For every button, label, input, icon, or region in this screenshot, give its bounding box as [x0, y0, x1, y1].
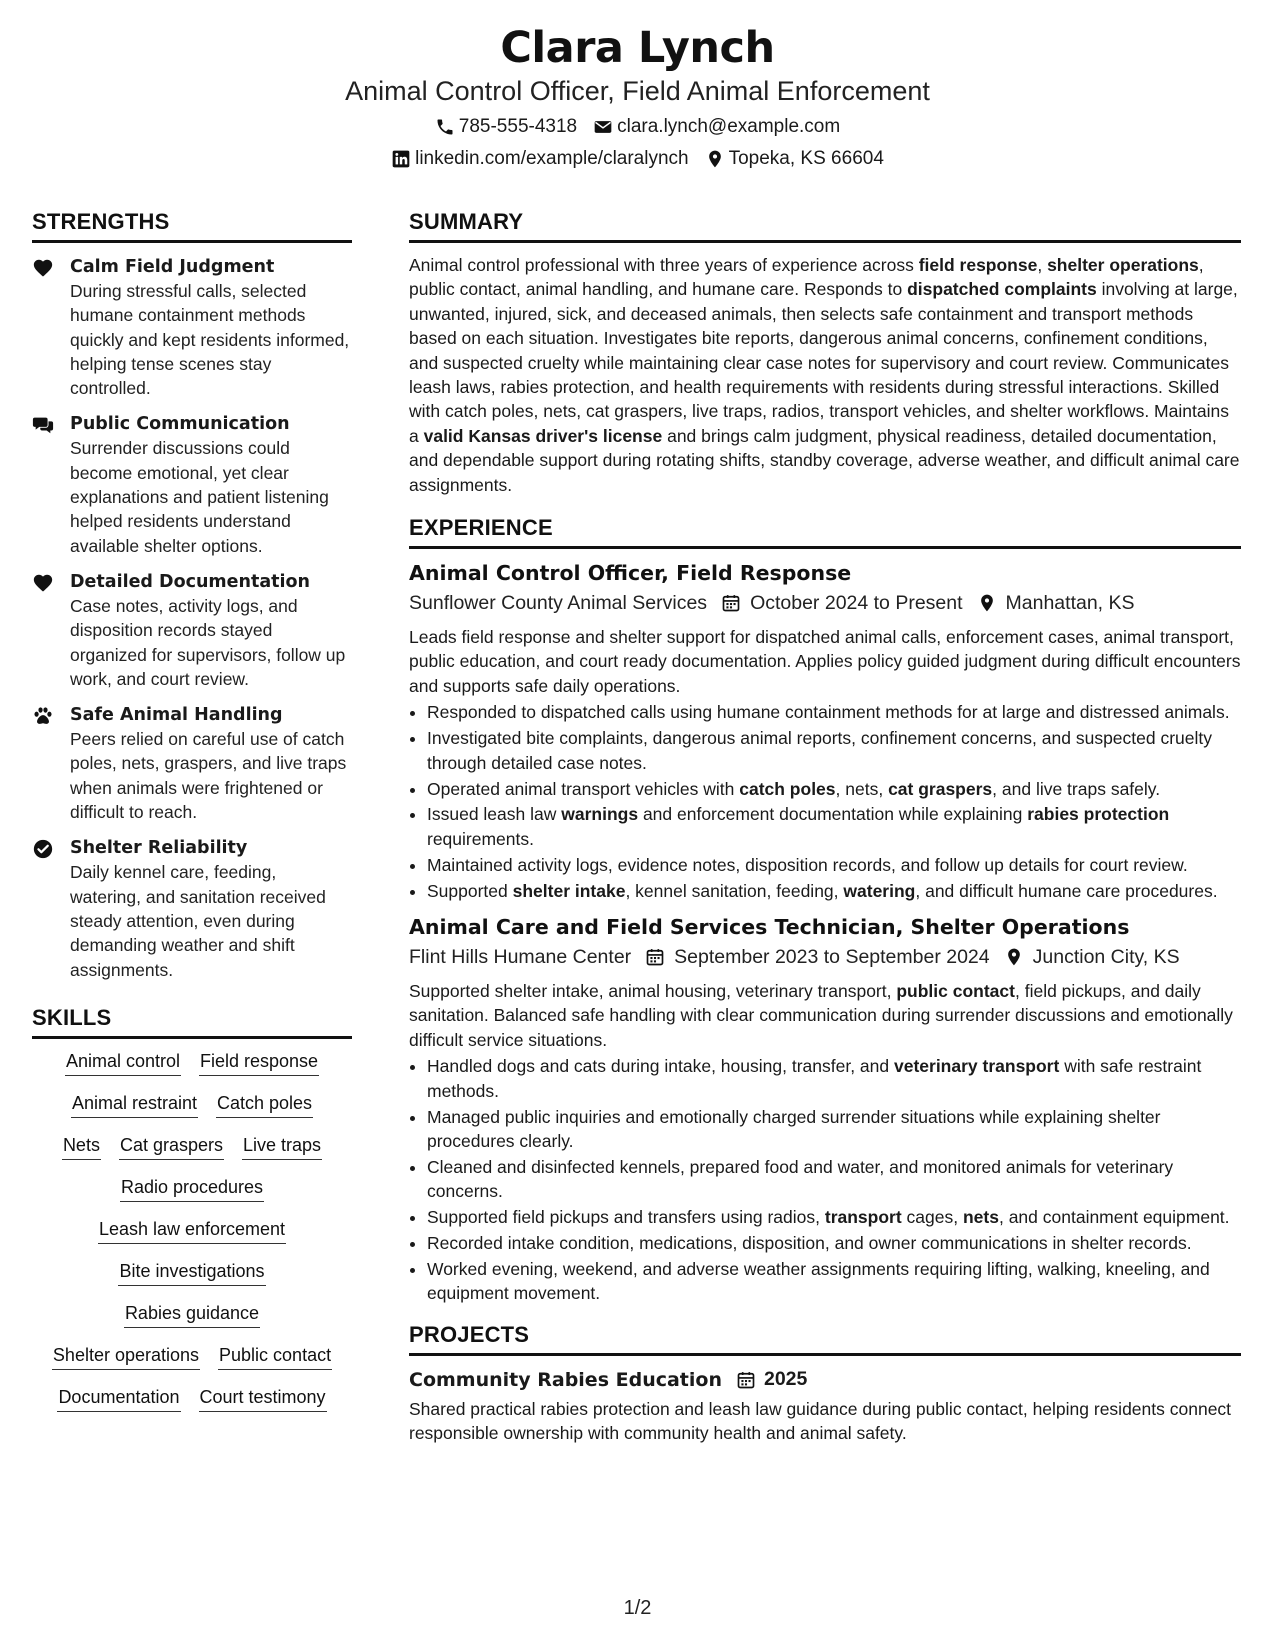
job-title: Animal Control Officer, Field Response — [409, 561, 852, 586]
strength-description: During stressful calls, selected humane containment methods quickly and kept residents informed, helping tense scenes stay controlled. — [70, 281, 350, 399]
text-span: , nets, — [835, 778, 889, 799]
paw-icon — [32, 703, 70, 824]
strength-text — [70, 703, 352, 824]
strength-title: Detailed Documentation — [70, 571, 311, 592]
contact-location — [705, 146, 884, 172]
job-dates: September 2023 to September 2024 — [674, 946, 990, 969]
bullet-item — [427, 879, 1241, 903]
skill-tag: Shelter operations — [52, 1343, 200, 1370]
job-location: Junction City, KS — [1032, 946, 1180, 969]
skill-tag: Field response — [199, 1049, 319, 1076]
job-bullets — [409, 1054, 1241, 1306]
strength-text — [70, 255, 352, 400]
skill-tag: Live traps — [242, 1133, 322, 1160]
text-span: Handled dogs and cats during intake, housing, transfer, and — [427, 1056, 894, 1077]
job-company: Flint Hills Humane Center — [409, 946, 632, 969]
skill-row — [32, 1091, 352, 1118]
text-span: and enforcement documentation while explaining — [638, 804, 1028, 825]
skill-tag: Rabies guidance — [124, 1301, 260, 1328]
text-span: Supported field pickups and transfers using radios, — [427, 1207, 825, 1228]
skill-tag: Radio procedures — [120, 1175, 264, 1202]
bold-text: cat graspers — [888, 778, 993, 799]
bold-text: warnings — [561, 804, 639, 825]
skills-list — [32, 1049, 352, 1412]
check-circle-icon — [32, 836, 70, 981]
bullet-item — [427, 1054, 1241, 1103]
skill-row — [32, 1385, 352, 1412]
text-span: Managed public inquiries and emotionally charged surrender situations while explaining shelter procedures clearly. — [427, 1106, 1161, 1151]
bold-text: valid Kansas driver's license — [423, 425, 663, 446]
skill-tag: Animal restraint — [71, 1091, 198, 1118]
candidate-title: Animal Control Officer, Field Animal Enforcement — [345, 76, 930, 106]
strength-item — [32, 570, 352, 691]
skill-tag: Animal control — [65, 1049, 181, 1076]
text-span: Operated animal transport vehicles with — [427, 778, 740, 799]
text-span: Recorded intake condition, medications, disposition, and owner communications in shelter records. — [427, 1233, 1192, 1254]
page-number: 1/2 — [623, 1597, 652, 1619]
skill-tag: Leash law enforcement — [98, 1217, 286, 1244]
text-span: , and live traps safely. — [992, 778, 1161, 799]
bullet-item — [427, 853, 1241, 877]
job-entry-1 — [409, 559, 1241, 903]
job-meta — [409, 589, 1241, 617]
heart-icon — [32, 570, 70, 691]
skill-row — [32, 1343, 352, 1370]
strength-description: Daily kennel care, feeding, watering, and sanitation received steady attention, even during demanding weather and shift assignments. — [70, 862, 326, 980]
job-entry-2 — [409, 913, 1241, 1306]
bold-text: public contact — [896, 981, 1015, 1002]
contact-phone[interactable] — [435, 114, 577, 140]
strengths-heading: STRENGTHS — [32, 208, 352, 243]
phone-icon — [435, 117, 455, 137]
skill-tag: Public contact — [218, 1343, 332, 1370]
skill-tag: Documentation — [57, 1385, 180, 1412]
project-name: Community Rabies Education — [409, 1368, 722, 1391]
strength-description: Peers relied on careful use of catch poles, nets, graspers, and live traps when animals were frightened or difficult to reach. — [70, 729, 347, 823]
text-span: Responded to dispatched calls using humane containment methods for at large and distressed animals. — [427, 702, 1230, 723]
strength-text — [70, 412, 352, 557]
summary-text — [409, 253, 1241, 497]
bold-text: field response — [918, 255, 1038, 275]
bullet-item — [427, 1105, 1241, 1154]
skill-tag: Nets — [62, 1133, 101, 1160]
linkedin-icon — [391, 149, 411, 169]
text-span: , public contact, animal handling, and humane care. Responds to — [409, 255, 1204, 300]
text-span: Supported — [427, 880, 513, 901]
text-span: Supported shelter intake, animal housing, veterinary transport, — [409, 981, 897, 1002]
contact-email[interactable] — [593, 114, 840, 140]
skill-tag: Cat graspers — [119, 1133, 224, 1160]
strength-description: Case notes, activity logs, and disposition records stayed organized for supervisors, follow up work, and court review. — [70, 595, 346, 689]
project-year: 2025 — [763, 1368, 808, 1391]
bold-text: watering — [843, 880, 916, 901]
project-description: Shared practical rabies protection and leash law guidance during public contact, helping residents connect responsible ownership with community health and animal safety. — [409, 1398, 1232, 1444]
bullet-item — [427, 1155, 1241, 1204]
job-location: Manhattan, KS — [1005, 592, 1135, 615]
map-pin-icon — [705, 149, 725, 169]
strength-item — [32, 703, 352, 824]
envelope-icon — [593, 117, 613, 137]
text-span: Worked evening, weekend, and adverse weather assignments requiring lifting, walking, kneeling, and equipment movement. — [427, 1259, 1210, 1304]
text-span: , field pickups, and daily sanitation. Balanced safe handling with clear communication during surrender discussions and emotionally difficult service situations. — [409, 981, 1233, 1050]
map-pin-icon — [1004, 947, 1024, 967]
skill-row — [32, 1175, 352, 1202]
text-span: Maintained activity logs, evidence notes, disposition records, and follow up details for court review. — [427, 854, 1188, 875]
contact-row-2 — [0, 146, 1275, 172]
contact-linkedin[interactable] — [391, 146, 689, 172]
skills-heading: SKILLS — [32, 1004, 352, 1039]
skill-row — [32, 1049, 352, 1076]
text-span: Issued leash law — [427, 804, 562, 825]
text-span: Animal control professional with three years of experience across — [409, 255, 919, 275]
skill-row — [32, 1259, 352, 1286]
bold-text: catch poles — [739, 778, 836, 799]
text-span: and brings calm judgment, physical readiness, detailed documentation, and dependable support during rotating shifts, standby coverage, adverse weather, and difficult animal care assignments. — [409, 425, 1240, 495]
bold-text: veterinary transport — [893, 1056, 1060, 1077]
text-span: cages, — [901, 1207, 963, 1228]
bullet-item — [427, 1205, 1241, 1229]
text-span: , and containment equipment. — [998, 1207, 1230, 1228]
calendar-icon — [736, 1370, 756, 1390]
bullet-item — [427, 1231, 1241, 1255]
text-span: , kennel sanitation, feeding, — [625, 880, 844, 901]
bullet-item — [427, 726, 1241, 775]
skill-row — [32, 1301, 352, 1328]
strength-item — [32, 255, 352, 400]
text-span: requirements. — [427, 828, 534, 849]
calendar-icon — [721, 593, 741, 613]
skill-row — [32, 1133, 352, 1160]
bullet-item — [427, 700, 1241, 724]
projects-heading: PROJECTS — [409, 1321, 1241, 1356]
job-meta — [409, 943, 1241, 971]
strength-title: Public Communication — [70, 414, 290, 435]
skill-tag: Catch poles — [216, 1091, 313, 1118]
resume-header — [0, 22, 1275, 172]
project-header — [409, 1366, 1241, 1394]
strength-text — [70, 836, 352, 981]
bold-text: dispatched complaints — [907, 279, 1097, 300]
bullet-item — [427, 777, 1241, 801]
job-bullets — [409, 700, 1241, 903]
strength-text — [70, 570, 352, 691]
experience-heading: EXPERIENCE — [409, 514, 1241, 549]
strength-title: Calm Field Judgment — [70, 257, 275, 277]
text-span: Investigated bite complaints, dangerous animal reports, confinement concerns, and suspected cruelty through detailed case notes. — [427, 728, 1213, 773]
bold-text: shelter intake — [512, 880, 626, 901]
bold-text: transport — [824, 1207, 902, 1228]
project-entry — [409, 1366, 1241, 1446]
strength-title: Safe Animal Handling — [70, 705, 283, 726]
bold-text: rabies protection — [1027, 804, 1170, 825]
left-column — [32, 208, 352, 1427]
map-pin-icon — [977, 593, 997, 613]
comments-icon — [32, 412, 70, 557]
candidate-name: Clara Lynch — [500, 23, 775, 73]
text-span: , and difficult humane care procedures. — [915, 880, 1218, 901]
job-description: Leads field response and shelter support for dispatched animal calls, enforcement cases, animal transport, public education, and court ready documentation. Applies policy guided judgment during difficult encounters and supports safe daily operations. — [409, 627, 1241, 696]
skill-tag: Court testimony — [199, 1385, 327, 1412]
skill-row — [32, 1217, 352, 1244]
email-text: clara.lynch@example.com — [617, 116, 841, 137]
bold-text: nets — [962, 1207, 999, 1228]
job-title: Animal Care and Field Services Technician, Shelter Operations — [409, 915, 1130, 940]
text-span: involving at large, unwanted, injured, sick, and deceased animals, then selects safe containment and transport methods based on each situation. Investigates bite reports, dangerous animal concerns, confinement conditions, and suspected cruelty while maintaining clear case notes for supervisory and court review. Communicates leash laws, rabies protection, and health requirements with residents during stressful interactions. Skilled with catch poles, nets, cat graspers, live traps, radios, transport vehicles, and shelter workflows. Maintains a — [409, 279, 1238, 446]
job-dates: October 2024 to Present — [750, 592, 963, 615]
location-text: Topeka, KS 66604 — [728, 148, 884, 169]
strength-item — [32, 836, 352, 981]
text-span: Cleaned and disinfected kennels, prepared food and water, and monitored animals for veterinary concerns. — [427, 1156, 1174, 1202]
skill-tag: Bite investigations — [118, 1259, 265, 1286]
linkedin-text: linkedin.com/example/claralynch — [415, 148, 689, 169]
strengths-list — [32, 255, 352, 982]
calendar-icon — [645, 947, 665, 967]
right-column — [409, 208, 1241, 1446]
text-span: with safe restraint methods. — [427, 1056, 1202, 1101]
strength-description: Surrender discussions could become emotional, yet clear explanations and patient listening helped residents understand available shelter options. — [70, 438, 329, 556]
job-description — [409, 979, 1241, 1052]
job-company: Sunflower County Animal Services — [409, 592, 708, 615]
bold-text: shelter operations — [1047, 255, 1199, 275]
heart-icon — [32, 255, 70, 400]
text-span: , — [1037, 255, 1048, 275]
bullet-item — [427, 1257, 1241, 1306]
strength-title: Shelter Reliability — [70, 838, 248, 859]
contact-row-1 — [0, 114, 1275, 140]
summary-heading: SUMMARY — [409, 208, 1241, 243]
phone-text: 785-555-4318 — [458, 116, 578, 137]
bullet-item — [427, 802, 1241, 851]
strength-item — [32, 412, 352, 557]
